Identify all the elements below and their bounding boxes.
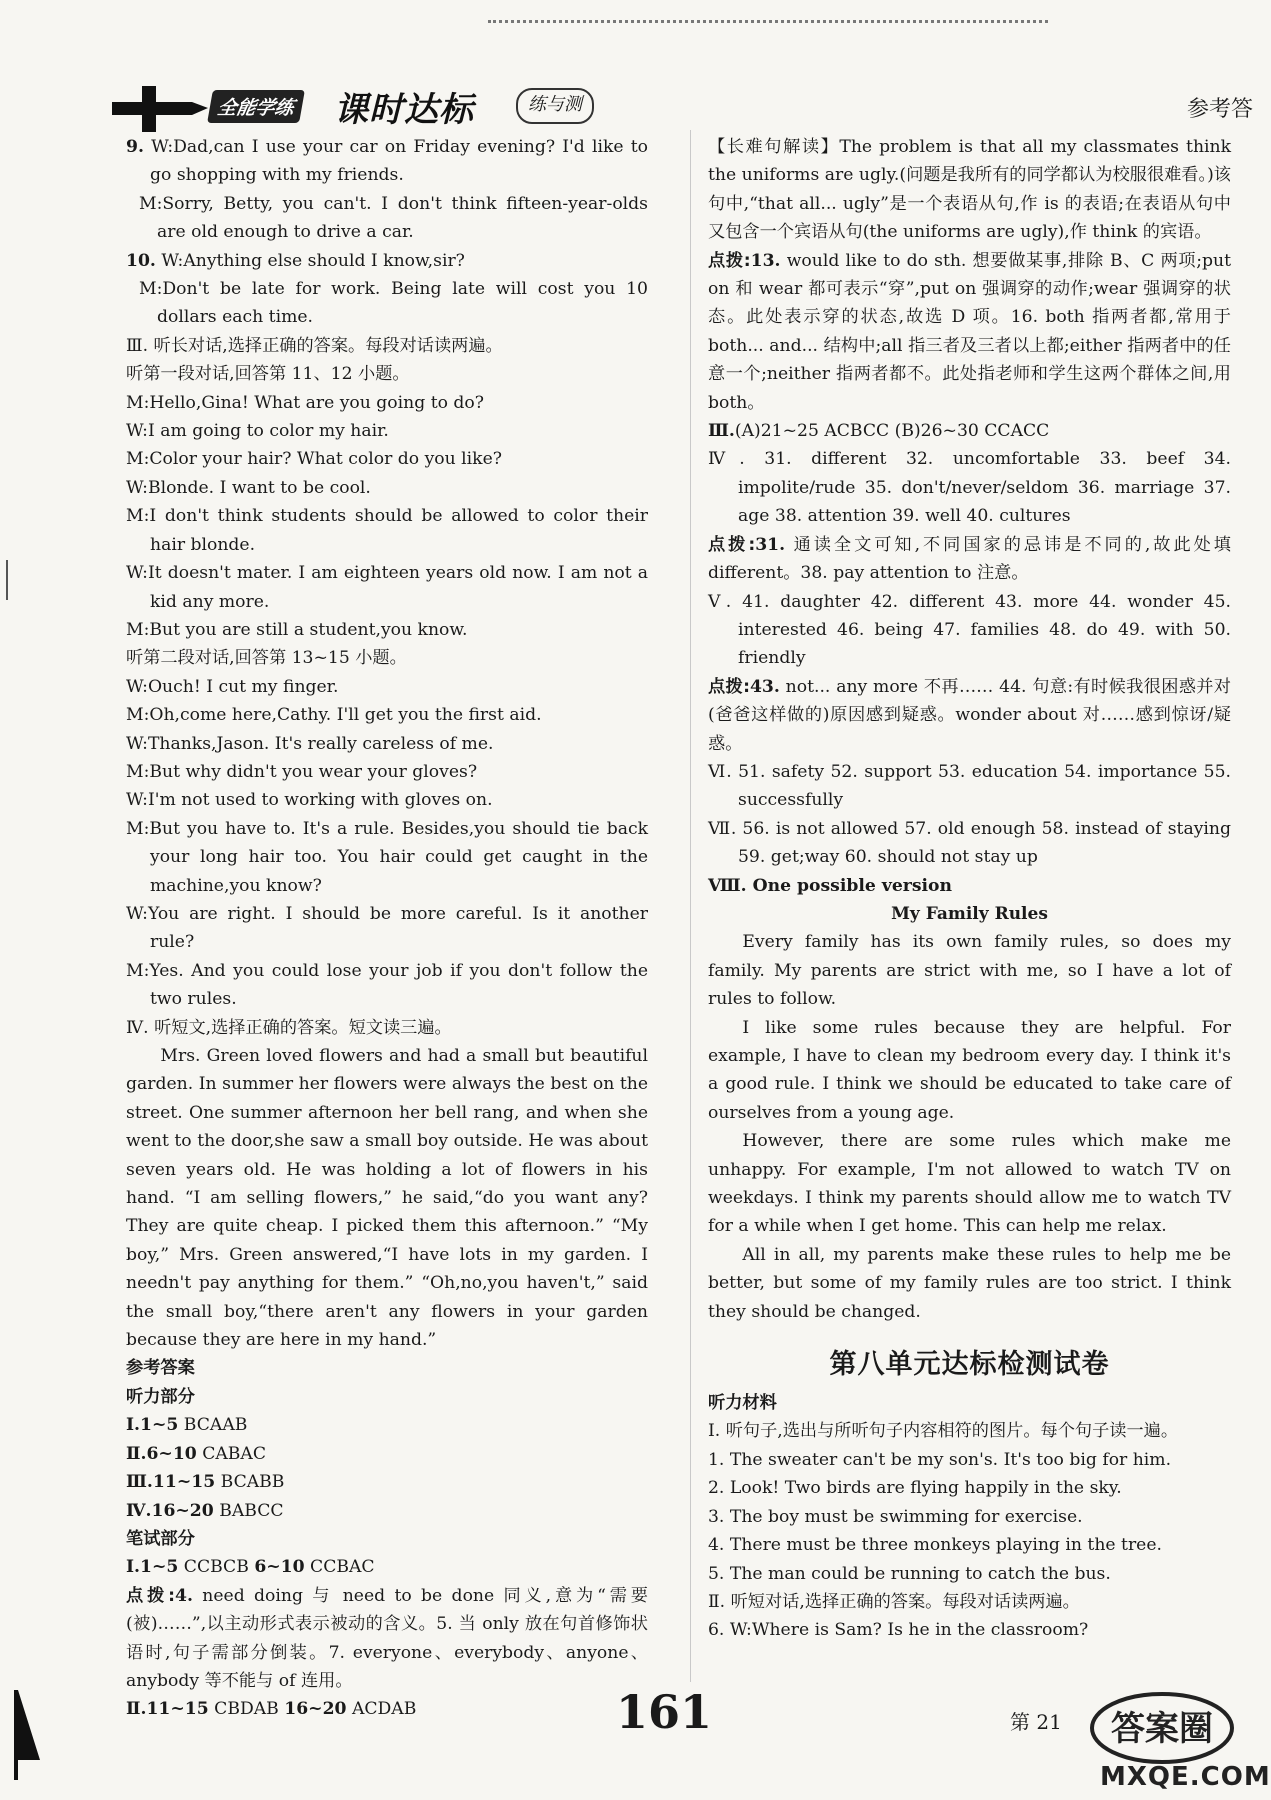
- item-text: I like some rules because they are helpful. For example, I have to clean my bedroom every day. I think it's a good rule. I think we should be educated to take care of ourselves from a young age.: [708, 1017, 1231, 1123]
- answer-key-value: CCBCB: [178, 1557, 255, 1578]
- text-line: [126, 275, 648, 332]
- item-text: Ⅳ. 31. different 32. uncomfortable 33. beef 34. impolite/rude 35. don't/never/seldom 36. marriage 37. age 38. attention 39. well 40. cultures: [708, 449, 1231, 527]
- text-line: [708, 928, 1231, 1013]
- item-text: 【长难句解读】The problem is that all my classmates think the uniforms are ugly.(问题是我所有的同学都认为校服很难看。)该句中,“that all... ugly”是一个表语从句,作 is 的表语;在表语从句中又包含一个宾语从句(the uniforms are ugly),作 think 的宾语。: [708, 137, 1231, 243]
- item-text: (A)21~25 ACBCC (B)26~30 CCACC: [734, 421, 1050, 442]
- text-line: [126, 502, 648, 559]
- text-line: [126, 332, 648, 360]
- item-text: My Family Rules: [891, 903, 1048, 924]
- text-line: [708, 1127, 1231, 1241]
- column-divider: [690, 130, 691, 1682]
- item-text: CABAC: [196, 1443, 266, 1464]
- item-label: Ⅰ.1~5: [126, 1415, 179, 1436]
- edge-mark: [6, 560, 8, 600]
- item-text: Ⅳ. 听短文,选择正确的答案。短文读三遍。: [126, 1017, 452, 1038]
- item-text: W:Anything else should I know,sir?: [155, 250, 465, 271]
- unit-label: 第 21: [1010, 1710, 1062, 1734]
- header-right-label: 参考答: [1187, 97, 1254, 122]
- item-text: Ⅰ. 听句子,选出与所听句子内容相符的图片。每个句子读一遍。: [708, 1421, 1179, 1442]
- item-number: 31.: [755, 534, 786, 555]
- item-text: M:But why didn't you wear your gloves?: [126, 761, 478, 782]
- item-text: M:Don't be late for work. Being late will cost you 10 dollars each time.: [139, 279, 648, 328]
- text-line: [126, 1383, 648, 1411]
- text-line: [126, 559, 648, 616]
- text-line: [708, 815, 1231, 872]
- item-text: W:Ouch! I cut my finger.: [126, 676, 339, 697]
- text-line: [708, 872, 1231, 900]
- item-text: W:I am going to color my hair.: [126, 421, 389, 442]
- item-text: Every family has its own family rules, so does my family. My parents are strict with me, so I have a lot of rules to follow.: [708, 932, 1231, 1010]
- text-line: [126, 900, 648, 957]
- item-text: not... any more 不再…… 44. 句意:有时候我很困惑并对(爸爸这样做的)原因感到疑惑。wonder about 对……感到惊讶/疑惑。: [708, 676, 1231, 754]
- item-text: All in all, my parents make these rules to help me be better, but some of my family rules are too strict. I think they should be changed.: [708, 1244, 1231, 1322]
- answer-key-label: 16~20: [284, 1699, 347, 1720]
- corner-mark-icon: [10, 1690, 40, 1780]
- brand-small: 全能学练: [207, 90, 305, 123]
- text-line: [708, 133, 1231, 247]
- item-text: W:Blonde. I want to be cool.: [126, 477, 371, 498]
- text-line: [126, 360, 648, 388]
- item-label: 点拨:: [708, 534, 756, 555]
- text-line: [126, 1411, 648, 1439]
- item-text: 6. W:Where is Sam? Is he in the classroom?: [708, 1620, 1089, 1641]
- text-line: [126, 474, 648, 502]
- text-line: [708, 758, 1231, 815]
- answer-key-value: CCBAC: [304, 1557, 375, 1578]
- item-text: 听第二段对话,回答第 13~15 小题。: [126, 648, 407, 669]
- text-line: [126, 1695, 648, 1723]
- text-line: [126, 786, 648, 814]
- item-text: W:Thanks,Jason. It's really careless of me.: [126, 733, 494, 754]
- item-number: 4.: [175, 1585, 193, 1606]
- text-line: [126, 133, 648, 190]
- text-line: [126, 389, 648, 417]
- watermark-cn: 答案圈: [1111, 1709, 1213, 1749]
- text-line: [708, 900, 1231, 928]
- tip-paragraph: [708, 247, 1231, 417]
- item-text: Ⅲ. 听长对话,选择正确的答案。每段对话读两遍。: [126, 335, 503, 356]
- text-line: [708, 588, 1231, 673]
- text-line: [708, 1241, 1231, 1326]
- text-line: [708, 1560, 1231, 1588]
- item-text: Ⅵ. 51. safety 52. support 53. education 54. importance 55. successfully: [708, 761, 1231, 811]
- item-text: BCAAB: [178, 1415, 248, 1436]
- item-number: 13.: [750, 250, 781, 271]
- text-line: [126, 1354, 648, 1382]
- item-text: Ⅶ. 56. is not allowed 57. old enough 58. instead of staying 59. get;way 60. should not stay up: [708, 818, 1231, 868]
- item-label: 点拨:: [708, 676, 750, 697]
- text-line: [126, 1553, 648, 1581]
- item-text: M:I don't think students should be allowed to color their hair blonde.: [126, 506, 648, 555]
- page-header: [0, 0, 1254, 132]
- item-text: 2. Look! Two birds are flying happily in the sky.: [708, 1478, 1122, 1499]
- item-label: Ⅳ.16~20: [126, 1500, 214, 1521]
- text-line: [126, 1014, 648, 1042]
- item-label: 点拨:: [126, 1585, 175, 1606]
- item-text: 第八单元达标检测试卷: [829, 1349, 1110, 1381]
- item-text: 5. The man could be running to catch the bus.: [708, 1563, 1111, 1584]
- item-text: M:Color your hair? What color do you like?: [126, 449, 502, 470]
- item-text: However, there are some rules which make me unhappy. For example, I'm not allowed to watch TV on weekdays. I think my parents should allow me to watch TV for a while when I get home. This can help me relax.: [708, 1131, 1231, 1237]
- answer-key-label: Ⅰ.1~5: [126, 1557, 179, 1578]
- item-text: M:But you are still a student,you know.: [126, 619, 468, 640]
- text-line: [708, 1417, 1231, 1445]
- item-text: 听力部分: [126, 1386, 195, 1407]
- text-line: [708, 1588, 1231, 1616]
- tip-paragraph: [708, 673, 1231, 758]
- item-label: 9.: [126, 137, 144, 157]
- header-dotted-rule: [488, 20, 1048, 23]
- text-line: [126, 673, 648, 701]
- text-line: [708, 1503, 1231, 1531]
- text-line: [126, 1042, 648, 1354]
- text-line: [126, 1468, 648, 1496]
- item-text: Ⅱ. 听短对话,选择正确的答案。每段对话读两遍。: [708, 1591, 1080, 1612]
- tip-paragraph: [708, 531, 1231, 588]
- text-line: [708, 1389, 1231, 1417]
- item-text: M:Oh,come here,Cathy. I'll get you the first aid.: [126, 705, 542, 726]
- text-line: [708, 1474, 1231, 1502]
- item-text: BCABB: [215, 1472, 285, 1493]
- right-column: [708, 133, 1231, 1645]
- text-line: [126, 1440, 648, 1468]
- item-text: Ⅷ. One possible version: [708, 875, 952, 896]
- unit-title: [708, 1342, 1231, 1381]
- text-line: [126, 445, 648, 473]
- page-number: 161: [616, 1685, 713, 1739]
- publisher-logo: [112, 86, 672, 132]
- text-line: [126, 815, 648, 900]
- brand-tag: 练与测: [516, 88, 594, 124]
- item-text: 参考答案: [126, 1358, 195, 1379]
- left-column: [126, 133, 648, 1724]
- text-line: [708, 1616, 1231, 1644]
- item-text: W:Dad,can I use your car on Friday evening? I'd like to go shopping with my friends.: [143, 137, 648, 186]
- item-label: 10.: [126, 250, 156, 271]
- item-label: 点拨:: [708, 250, 751, 271]
- item-text: M:Hello,Gina! What are you going to do?: [126, 392, 484, 413]
- item-text: 1. The sweater can't be my son's. It's too big for him.: [708, 1449, 1172, 1470]
- item-text: would like to do sth. 想要做某事,排除 B、C 两项;put on 和 wear 都可表示“穿”,put on 强调穿的动作;wear 强调穿的状态。此处表示穿的状态,故选 D 项。16. both 指两者都,常用于 both... and... 结构中;all 指三者及三者以上都;either 指两者中的任意一个;neither 指两者都不。此处指老师和学生这两个群体之间,用 both。: [708, 250, 1232, 413]
- item-text: Mrs. Green loved flowers and had a small but beautiful garden. In summer her flowers were always the best on the street. One summer afternoon her bell rang, and when she went to the door,she saw a small boy outside. He was about seven years old. He was holding a lot of flowers in his hand. “I am selling flowers,” he said,“do you want any? They are quite cheap. I picked them this afternoon.” “My boy,” Mrs. Green answered,“I have lots in my garden. I needn't pay anything for them.” “Oh,no,you haven't,” said the small boy,“there aren't any flowers in your garden because they are here in my hand.”: [126, 1046, 648, 1351]
- text-line: [708, 417, 1231, 445]
- item-text: M:But you have to. It's a rule. Besides,you should tie back your long hair too. You hair could get caught in the machine,you know?: [126, 818, 648, 896]
- text-line: [126, 616, 648, 644]
- tip-paragraph: [126, 1582, 648, 1696]
- item-label: Ⅱ.6~10: [126, 1443, 197, 1464]
- item-text: W:I'm not used to working with gloves on.: [126, 790, 493, 811]
- item-text: W:It doesn't mater. I am eighteen years old now. I am not a kid any more.: [126, 563, 648, 612]
- item-number: 43.: [749, 676, 780, 697]
- answer-key-value: CBDAB: [208, 1699, 285, 1720]
- item-text: 3. The boy must be swimming for exercise.: [708, 1506, 1083, 1527]
- answer-key-label: Ⅱ.11~15: [126, 1699, 209, 1720]
- text-line: [126, 417, 648, 445]
- watermark-url: MXQE.COM: [1100, 1762, 1271, 1792]
- item-text: M:Sorry, Betty, you can't. I don't think fifteen-year-olds are old enough to drive a car.: [139, 193, 648, 243]
- text-line: [126, 701, 648, 729]
- item-label: Ⅲ.11~15: [126, 1472, 216, 1493]
- text-line: [126, 644, 648, 672]
- item-text: M:Yes. And you could lose your job if you don't follow the two rules.: [126, 960, 648, 1010]
- item-text: 听力材料: [708, 1393, 777, 1414]
- answer-key-value: ACDAB: [346, 1699, 417, 1720]
- text-line: [126, 758, 648, 786]
- text-line: [126, 730, 648, 758]
- text-line: [126, 957, 648, 1014]
- item-text: BABCC: [213, 1500, 284, 1521]
- item-text: 通读全文可知,不同国家的忌讳是不同的,故此处填 different。38. pay attention to 注意。: [708, 534, 1231, 584]
- answer-key-label: 6~10: [254, 1557, 305, 1578]
- item-text: 听第一段对话,回答第 11、12 小题。: [126, 364, 410, 385]
- item-text: need doing 与 need to be done 同义,意为“需要(被)……”,以主动形式表示被动的含义。5. 当 only 放在句首修饰状语时,句子需部分倒装。7. everyone、everybody、anyone、anybody 等不能与 of 连用。: [126, 1585, 648, 1691]
- item-text: Ⅴ. 41. daughter 42. different 43. more 44. wonder 45. interested 46. being 47. families 48. do 49. with 50. friendly: [708, 591, 1231, 669]
- brand-title: 课时达标: [334, 90, 474, 130]
- text-line: [708, 1531, 1231, 1559]
- item-text: 4. There must be three monkeys playing in the tree.: [708, 1535, 1162, 1556]
- item-text: W:You are right. I should be more careful. Is it another rule?: [126, 903, 648, 953]
- text-line: [126, 247, 648, 275]
- text-line: [126, 190, 648, 247]
- text-line: [708, 1014, 1231, 1128]
- text-line: [126, 1525, 648, 1553]
- text-line: [708, 1446, 1231, 1474]
- text-line: [708, 445, 1231, 530]
- text-line: [126, 1497, 648, 1525]
- item-label: Ⅲ.: [708, 421, 735, 442]
- cross-logo-icon: [112, 86, 208, 132]
- item-text: 笔试部分: [126, 1528, 195, 1549]
